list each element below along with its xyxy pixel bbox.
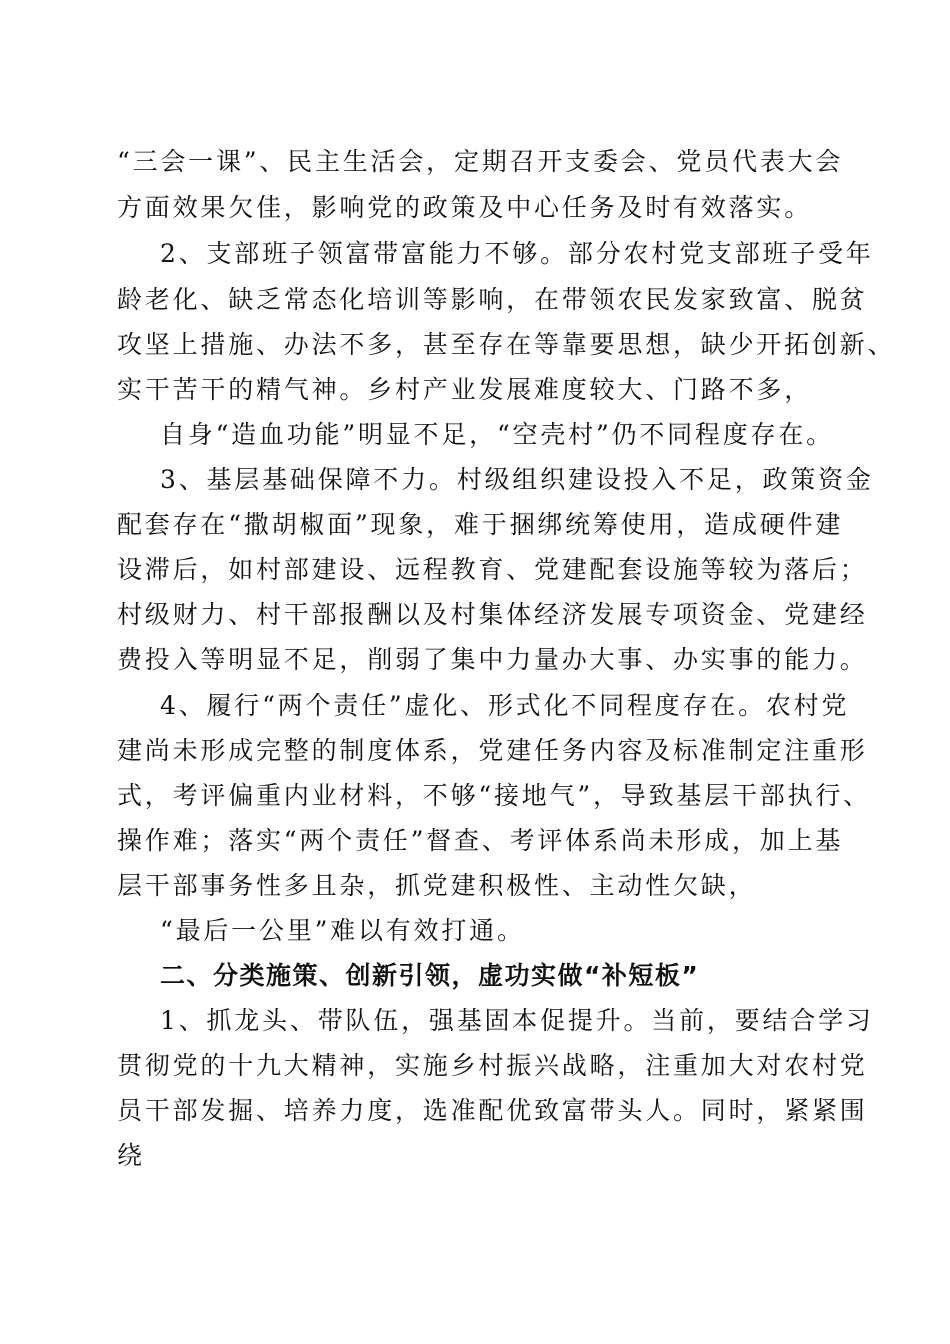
text-line: 绕	[117, 1141, 145, 1170]
paragraph-2-start: 2、支部班子领富带富能力不够。部分农村党支部班子受年	[160, 239, 874, 268]
paragraph-4-start: 4、履行“两个责任”虚化、形式化不同程度存在。农村党	[160, 691, 850, 720]
paragraph-3-start: 3、基层基础保障不力。村级组织建设投入不足，政策资金	[160, 465, 874, 494]
text-line: 实干苦干的精气神。乡村产业发展难度较大、门路不多，	[117, 375, 813, 404]
text-line: 设滞后，如村部建设、远程教育、党建配套设施等较为落后；	[117, 555, 868, 584]
text-line: 攻坚上措施、办法不多，甚至存在等靠要思想，缺少开拓创新、	[117, 330, 896, 359]
text-line: 方面效果欠佳，影响党的政策及中心任务及时有效落实。	[117, 193, 813, 222]
paragraph-section2-1-start: 1、抓龙头、带队伍，强基固本促提升。当前，要结合学习	[160, 1006, 874, 1035]
text-line: 层干部事务性多且杂，抓党建积极性、主动性欠缺，	[117, 871, 757, 900]
text-line: 建尚未形成完整的制度体系，党建任务内容及标准制定注重形	[117, 736, 868, 765]
text-line: 员干部发掘、培养力度，选准配优致富带头人。同时，紧紧围	[117, 1096, 868, 1125]
text-line: 村级财力、村干部报酬以及村集体经济发展专项资金、党建经	[117, 600, 868, 629]
text-line: “三会一课”、民主生活会，定期召开支委会、党员代表大会	[117, 147, 844, 176]
text-line: 操作难；落实“两个责任”督查、考评体系尚未形成，加上基	[117, 826, 844, 855]
text-line: “最后一公里”难以有效打通。	[160, 916, 525, 945]
text-line: 龄老化、缺乏常态化培训等影响，在带领农民发家致富、脱贫	[117, 285, 868, 314]
text-line: 贯彻党的十九大精神，实施乡村振兴战略，注重加大对农村党	[117, 1051, 868, 1080]
text-line: 式，考评偏重内业材料，不够“接地气”，导致基层干部执行、	[117, 781, 871, 810]
section-heading: 二、分类施策、创新引领，虚功实做“补短板”	[160, 961, 700, 990]
text-line: 自身“造血功能”明显不足，“空壳村”仍不同程度存在。	[160, 420, 834, 449]
text-line: 配套存在“撒胡椒面”现象，难于捆绑统筹使用，造成硬件建	[117, 510, 844, 539]
text-line: 费投入等明显不足，削弱了集中力量办大事、办实事的能力。	[117, 645, 868, 674]
